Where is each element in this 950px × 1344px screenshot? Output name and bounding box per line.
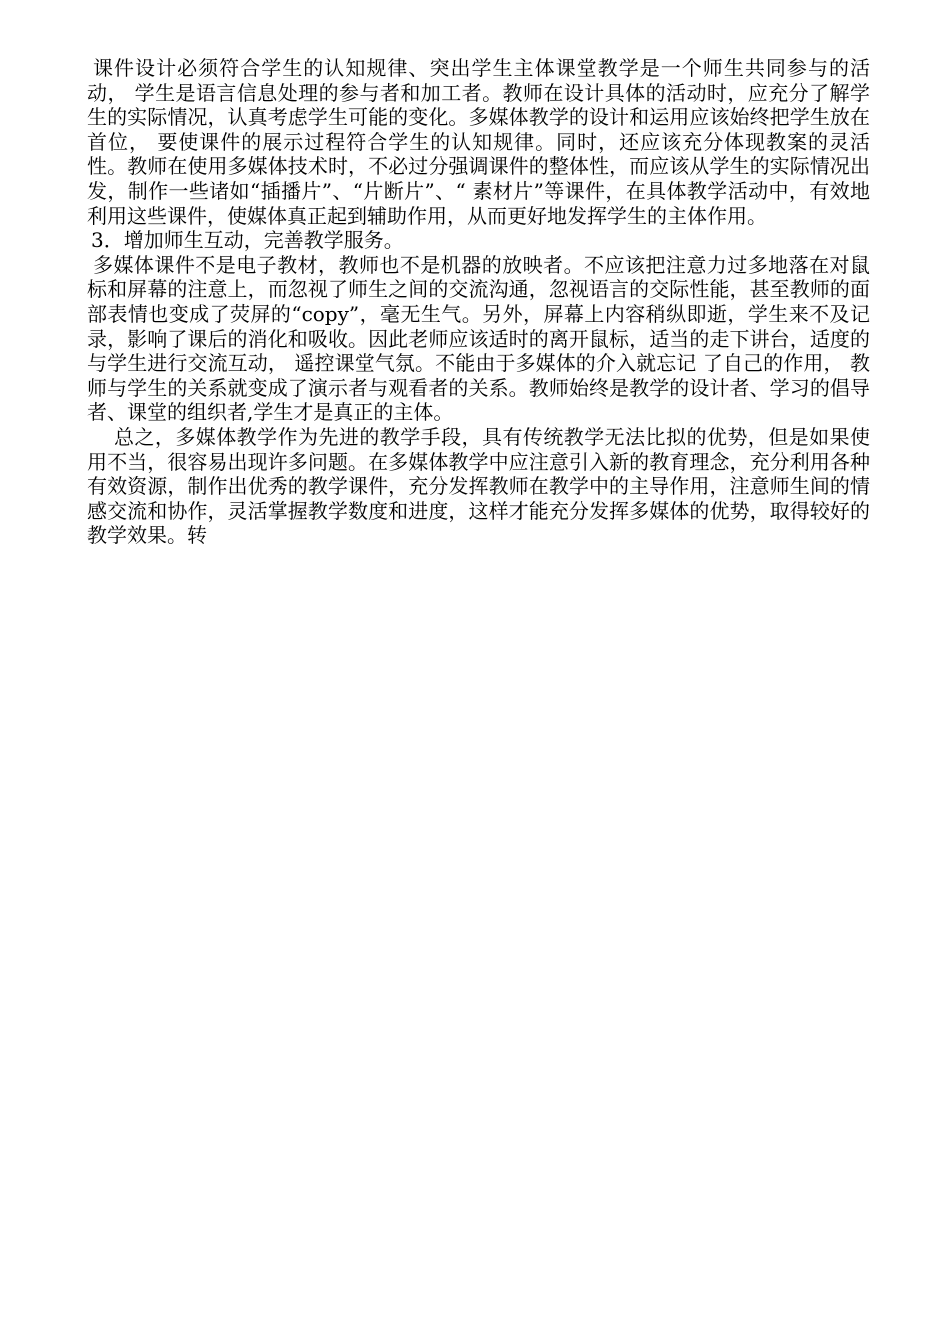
section-heading-3: 3．增加师生互动，完善教学服务。	[91, 228, 404, 253]
document-page	[87, 56, 870, 548]
paragraph-conclusion: 总之，多媒体教学作为先进的教学手段，具有传统教学无法比拟的优势，但是如果使用不当，很容易出现许多问题。在多媒体教学中应注意引入新的教育理念，充分利用各种有效资源，制作出优秀的教学课件，充分发挥教师在教学中的主导作用，注意师生间的情感交流和协作，灵活掌握教学数度和进度，这样才能充分发挥多媒体的优势，取得较好的教学效果。转	[87, 424, 870, 548]
paragraph-courseware-design: 课件设计必须符合学生的认知规律、突出学生主体课堂教学是一个师生共同参与的活动， 学生是语言信息处理的参与者和加工者。教师在设计具体的活动时，应充分了解学生的实际情况，认真考虑学生可能的变化。多媒体教学的设计和运用应该始终把学生放在首位， 要使课件的展示过程符合学生的认知规律。同时，还应该充分体现教案的灵活性。教师在使用多媒体技术时，不必过分强调课件的整体性，而应该从学生的实际情况出发，制作一些诸如“插播片”、“片断片”、“ 素材片”等课件，在具体教学活动中，有效地利用这些课件，使媒体真正起到辅助作用，从而更好地发挥学生的主体作用。	[87, 56, 870, 228]
paragraph-teacher-student-interaction: 多媒体课件不是电子教材，教师也不是机器的放映者。不应该把注意力过多地落在对鼠标和屏幕的注意上，而忽视了师生之间的交流沟通，忽视语言的交际性能，甚至教师的面部表情也变成了荧屏的“copy”，毫无生气。另外，屏幕上内容稍纵即逝，学生来不及记录，影响了课后的消化和吸收。因此老师应该适时的离开鼠标，适当的走下讲台，适度的与学生进行交流互动， 遥控课堂气氛。不能由于多媒体的介入就忘记 了自己的作用， 教师与学生的关系就变成了演示者与观看者的关系。教师始终是教学的设计者、学习的倡导者、课堂的组织者,学生才是真正的主体。	[87, 252, 870, 425]
